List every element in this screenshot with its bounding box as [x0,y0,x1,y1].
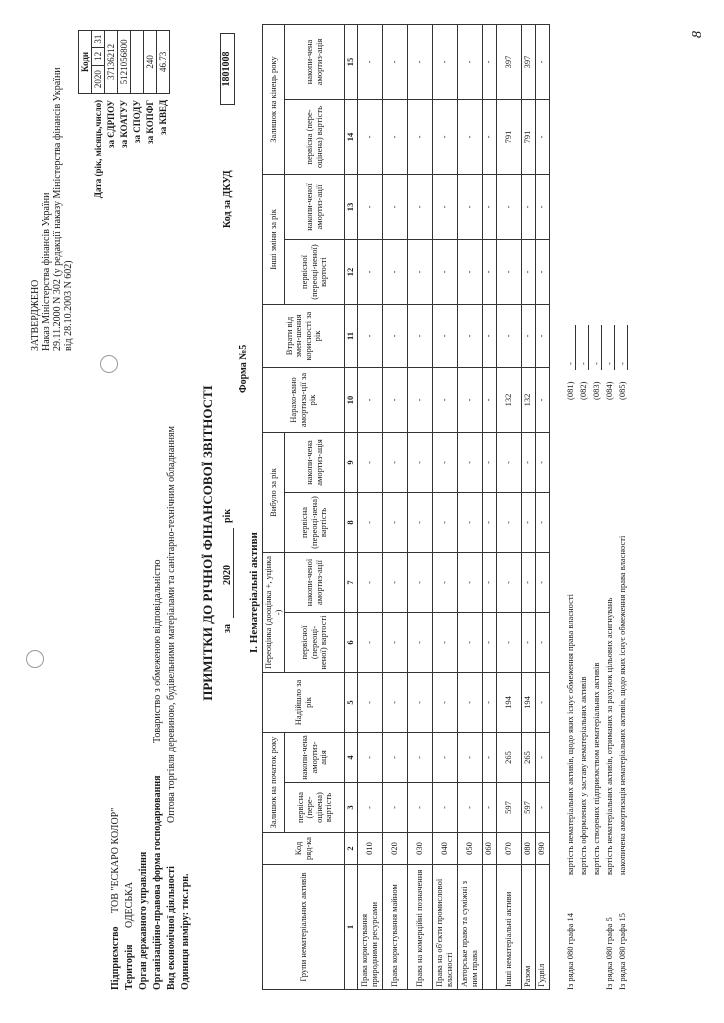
col-num: 11 [345,304,358,367]
table-row [382,24,407,989]
row-cell: - [521,432,535,492]
col-num: 4 [345,732,358,782]
row-group-name: Авторське право та суміжні з ним права [457,865,482,990]
sub-reval-initial: первісної (переоці-неної) вартості [285,612,345,672]
date-year: 2020 [92,65,105,93]
note-code: (085) [617,381,627,400]
row-cell: - [457,304,482,367]
row-code: 030 [407,833,432,865]
approval-stamp [30,1,74,351]
row-cell: - [521,174,535,239]
row-cell: - [482,99,496,174]
row-cell: - [482,432,496,492]
row-cell: - [496,432,521,492]
row-cell: - [496,304,521,367]
table-row [457,24,482,989]
row-cell: - [407,367,432,432]
row-cell: - [407,612,432,672]
code-value-spodu [131,31,144,94]
note-text: накопичена амортизація нематеріальних активів, щодо яких існує обмеження права власності [617,535,627,875]
note-value: - [565,362,575,365]
sub-other-initial: первісної (переоці-неної) вартості [285,239,345,304]
title-year-word: рік [222,508,233,523]
row-cell: - [457,612,482,672]
row-group-name: Права користування майном [382,865,407,990]
row-cell: - [407,492,432,552]
row-cell: 194 [496,672,521,732]
note-code: (084) [604,381,614,400]
row-cell: - [357,783,382,833]
row-cell: - [482,783,496,833]
code-value-koatuu: 5121056800 [118,31,131,94]
row-cell: - [382,552,407,612]
row-cell: - [457,672,482,732]
date-day: 31 [92,31,105,48]
row-cell: - [357,239,382,304]
row-cell: - [432,239,457,304]
row-cell: - [457,783,482,833]
note-code: (083) [591,381,601,400]
legal-form-label: Організаційно-правова форма господарювання [152,775,163,990]
activity-label: Вид економічної діяльності [166,866,177,990]
row-cell: - [357,492,382,552]
row-code: 060 [482,833,496,865]
row-cell: - [382,304,407,367]
row-cell: - [407,432,432,492]
authority-label: Орган державного управління [138,851,149,990]
note-code: (081) [565,381,575,400]
row-cell: - [496,612,521,672]
col-num: 12 [345,239,358,304]
note-underline [604,325,615,370]
row-cell: - [535,432,549,492]
row-cell: - [496,239,521,304]
row-cell: - [535,732,549,782]
sub-start-amort: накопи-чена амортиз-ація [285,732,345,782]
row-cell: - [457,239,482,304]
header-start: Залишок на початок року [263,732,285,832]
row-cell: 194 [521,672,535,732]
row-cell: - [407,239,432,304]
row-cell: - [382,783,407,833]
row-cell: - [407,99,432,174]
code-value-kved: 46.73 [157,31,170,94]
row-group-name: Інші нематеріальні активи [496,865,521,990]
row-cell: 597 [521,783,535,833]
sub-other-amort: накопи-ченої амортиз-ації [285,174,345,239]
row-cell: - [382,174,407,239]
row-cell: - [407,304,432,367]
note-text: вартість нематеріальних активів, щодо яких існує обмеження права власності [565,594,575,875]
title-for: за [222,623,233,633]
column-numbers-row [345,24,358,989]
row-code: 070 [496,833,521,865]
dkud-value: 1801008 [220,33,235,105]
col-num: 3 [345,783,358,833]
row-cell: - [482,552,496,612]
row-cell: - [482,24,496,99]
row-cell: - [457,492,482,552]
row-cell: - [521,492,535,552]
code-value-kopfg: 240 [144,31,157,94]
row-cell: 397 [521,24,535,99]
intangible-assets-table [262,24,550,990]
row-cell: - [482,239,496,304]
row-cell: - [357,732,382,782]
row-cell: - [482,367,496,432]
row-cell: - [357,304,382,367]
note-code: (082) [578,381,588,400]
col-num: 10 [345,367,358,432]
row-cell: 597 [496,783,521,833]
sub-start-initial: первісна (пере-оцінена) вартість [285,783,345,833]
row-cell: - [496,174,521,239]
table-body [357,24,549,989]
header-received: Надійшло за рік [263,672,345,732]
row-cell: - [482,492,496,552]
code-label-edrpou: за ЄДРПОУ [106,99,116,149]
row-cell: - [382,239,407,304]
form-number: Форма №5 [238,344,249,393]
row-cell: - [535,239,549,304]
row-cell: - [432,732,457,782]
row-cell: - [535,304,549,367]
row-cell: - [535,612,549,672]
note-underline [565,325,576,370]
row-cell: - [407,24,432,99]
row-cell: 132 [521,367,535,432]
row-code: 090 [535,833,549,865]
col-num: 15 [345,24,358,99]
row-cell: - [432,492,457,552]
table-row [521,24,535,989]
row-cell: - [357,672,382,732]
row-cell: - [535,552,549,612]
row-cell: - [407,783,432,833]
row-cell: - [382,432,407,492]
table-row [357,24,382,989]
row-cell: - [432,552,457,612]
note-prefix: Із рядка 080 графа 14 [565,913,575,990]
row-cell: - [457,367,482,432]
row-group-name: Права на комерційні позначення [407,865,432,990]
territory-value: ОДЕСЬКА [124,882,135,928]
row-cell: - [457,99,482,174]
note-underline [578,325,589,370]
approval-title: ЗАТВЕРДЖЕНО [30,279,41,351]
row-cell: 265 [496,732,521,782]
row-cell: - [382,492,407,552]
date-month: 12 [92,48,105,65]
col-num: 5 [345,672,358,732]
code-label-koatuu: за КОАТУУ [119,99,129,148]
row-cell: - [357,99,382,174]
table-row [535,24,549,989]
row-cell: - [457,552,482,612]
row-code: 020 [382,833,407,865]
note-text: вартість оформлених у заставу нематеріальних активів [578,676,588,875]
row-code: 040 [432,833,457,865]
row-cell: - [432,24,457,99]
row-cell: 132 [496,367,521,432]
sub-end-initial: первісна (пере-оцінена) вартість [285,99,345,174]
row-cell: - [357,612,382,672]
row-cell: - [535,367,549,432]
header-end: Залишок на кінець року [263,24,285,174]
row-cell: - [357,552,382,612]
page-mark: 8 [690,31,705,38]
note-text: вартість створених підприємством нематеріальних активів [591,662,601,875]
row-cell: - [357,367,382,432]
row-cell: - [482,174,496,239]
row-cell: - [432,432,457,492]
note-text: вартість нематеріальних активів, отриманих за рахунок цільових асигнувань [604,597,614,875]
row-cell: - [535,174,549,239]
report-title: ПРИМІТКИ ДО РІЧНОЇ ФІНАНСОВОЇ ЗВІТНОСТІ [200,385,215,701]
col-num: 7 [345,552,358,612]
row-cell: 791 [496,99,521,174]
row-cell: - [535,783,549,833]
punch-hole-left [26,650,44,668]
row-cell: - [407,174,432,239]
row-cell: - [521,304,535,367]
territory-label: Територія [124,944,135,990]
row-cell: - [382,99,407,174]
row-code: 080 [521,833,535,865]
row-group-name [482,865,496,990]
enterprise-label: Підприємство [110,926,121,990]
row-cell: - [432,99,457,174]
col-num: 9 [345,432,358,492]
header-code: Код ряд-ка [263,833,345,865]
note-prefix: Із рядка 080 графа 15 [617,913,627,990]
note-underline [591,325,602,370]
row-cell: - [382,612,407,672]
sub-reval-amort: накопи-ченої амортиз-ації [285,552,345,612]
table-row [482,24,496,989]
row-cell: - [382,367,407,432]
punch-hole-top [100,355,118,373]
row-cell: - [457,24,482,99]
approval-line1: Наказ Міністерства фінансів України [41,192,52,351]
row-cell: - [432,367,457,432]
table-row [496,24,521,989]
row-cell: 397 [496,24,521,99]
col-num: 2 [345,833,358,865]
row-group-name: Разом [521,865,535,990]
row-cell: - [432,304,457,367]
row-cell: - [432,672,457,732]
row-cell: - [521,552,535,612]
row-cell: - [482,672,496,732]
row-cell: - [482,732,496,782]
row-cell: - [407,552,432,612]
row-cell: - [496,552,521,612]
row-cell: - [432,783,457,833]
codes-table [78,30,170,225]
note-value: - [591,362,601,365]
row-cell: - [535,492,549,552]
row-cell: - [407,672,432,732]
sub-end-amort: накопи-чена амортиз-ація [285,24,345,99]
row-group-name: Права на об'єкти промислової власності [432,865,457,990]
section-title: I. Нематеріальні активи [248,532,260,653]
row-cell: - [432,174,457,239]
row-cell: - [357,432,382,492]
row-cell: - [432,612,457,672]
code-label-kopfg: за КОПФГ [145,99,155,144]
col-num: 8 [345,492,358,552]
legal-form-value: Товариство з обмеженою відповідальністю [152,559,163,743]
row-group-name: Права користування природними ресурсами [357,865,382,990]
header-impairment: Втрати від змен-шення корисності за рік [263,304,345,367]
row-cell: - [457,432,482,492]
row-cell: - [382,24,407,99]
table-row [432,24,457,989]
row-cell: - [357,24,382,99]
dkud-label: Код за ДКУД [222,170,233,228]
row-cell: - [382,672,407,732]
code-label-kved: за КВЕД [158,99,168,135]
row-code: 010 [357,833,382,865]
codes-header: Коди [79,31,92,94]
col-num: 6 [345,612,358,672]
sub-retired-initial: первісна (переоці-нена) вартість [285,492,345,552]
note-value: - [578,362,588,365]
col-num: 14 [345,99,358,174]
row-cell: - [535,672,549,732]
enterprise-value: ТОВ "ЕСКАРО КОЛОР" [110,807,121,913]
unit-label: Одиниця виміру: тис.грн. [180,873,191,990]
row-cell: - [357,174,382,239]
row-cell: - [382,732,407,782]
header-retired: Вибуло за рік [263,432,285,552]
row-cell: - [496,492,521,552]
approval-line3: від 28.10.2003 N 602) [63,260,74,351]
activity-value: Оптова торгівля деревиною, будівельними матеріалами та санітарно-технічним обладнанням [166,426,177,823]
note-underline [617,325,628,370]
header-amortization: Нарахо-вано амортиза-ції за рік [263,367,345,432]
row-cell: - [482,612,496,672]
note-prefix: Із рядка 080 графа 5 [604,917,614,990]
row-cell: - [521,239,535,304]
title-year: 2020 [222,565,233,585]
col-num: 13 [345,174,358,239]
row-cell: - [535,99,549,174]
header-other-changes: Інші зміни за рік [263,174,285,304]
row-cell: - [482,304,496,367]
row-cell: - [521,612,535,672]
code-value-edrpou: 37136212 [105,31,118,94]
row-group-name: Гудвіл [535,865,549,990]
row-cell: - [457,174,482,239]
header-group: Групи нематеріальних активів [263,865,345,990]
header-revaluation: Переоцінка (дооцінка +, уцінка -) [263,552,285,672]
row-cell: 791 [521,99,535,174]
row-cell: - [457,732,482,782]
note-value: - [604,362,614,365]
row-cell: - [407,732,432,782]
col-num: 1 [345,865,358,990]
note-value: - [617,362,627,365]
code-label-spodu: за СПОДУ [132,99,142,144]
row-code: 050 [457,833,482,865]
date-label: Дата (рік, місяць,число) [93,99,103,199]
row-cell: 265 [521,732,535,782]
table-row [407,24,432,989]
sub-retired-amort: накопи-чена амортиз-ація [285,432,345,492]
approval-line2: 29.11.2000 N 302 (у редакції наказу Міністерства фінансів України [52,67,63,351]
row-cell: - [535,24,549,99]
